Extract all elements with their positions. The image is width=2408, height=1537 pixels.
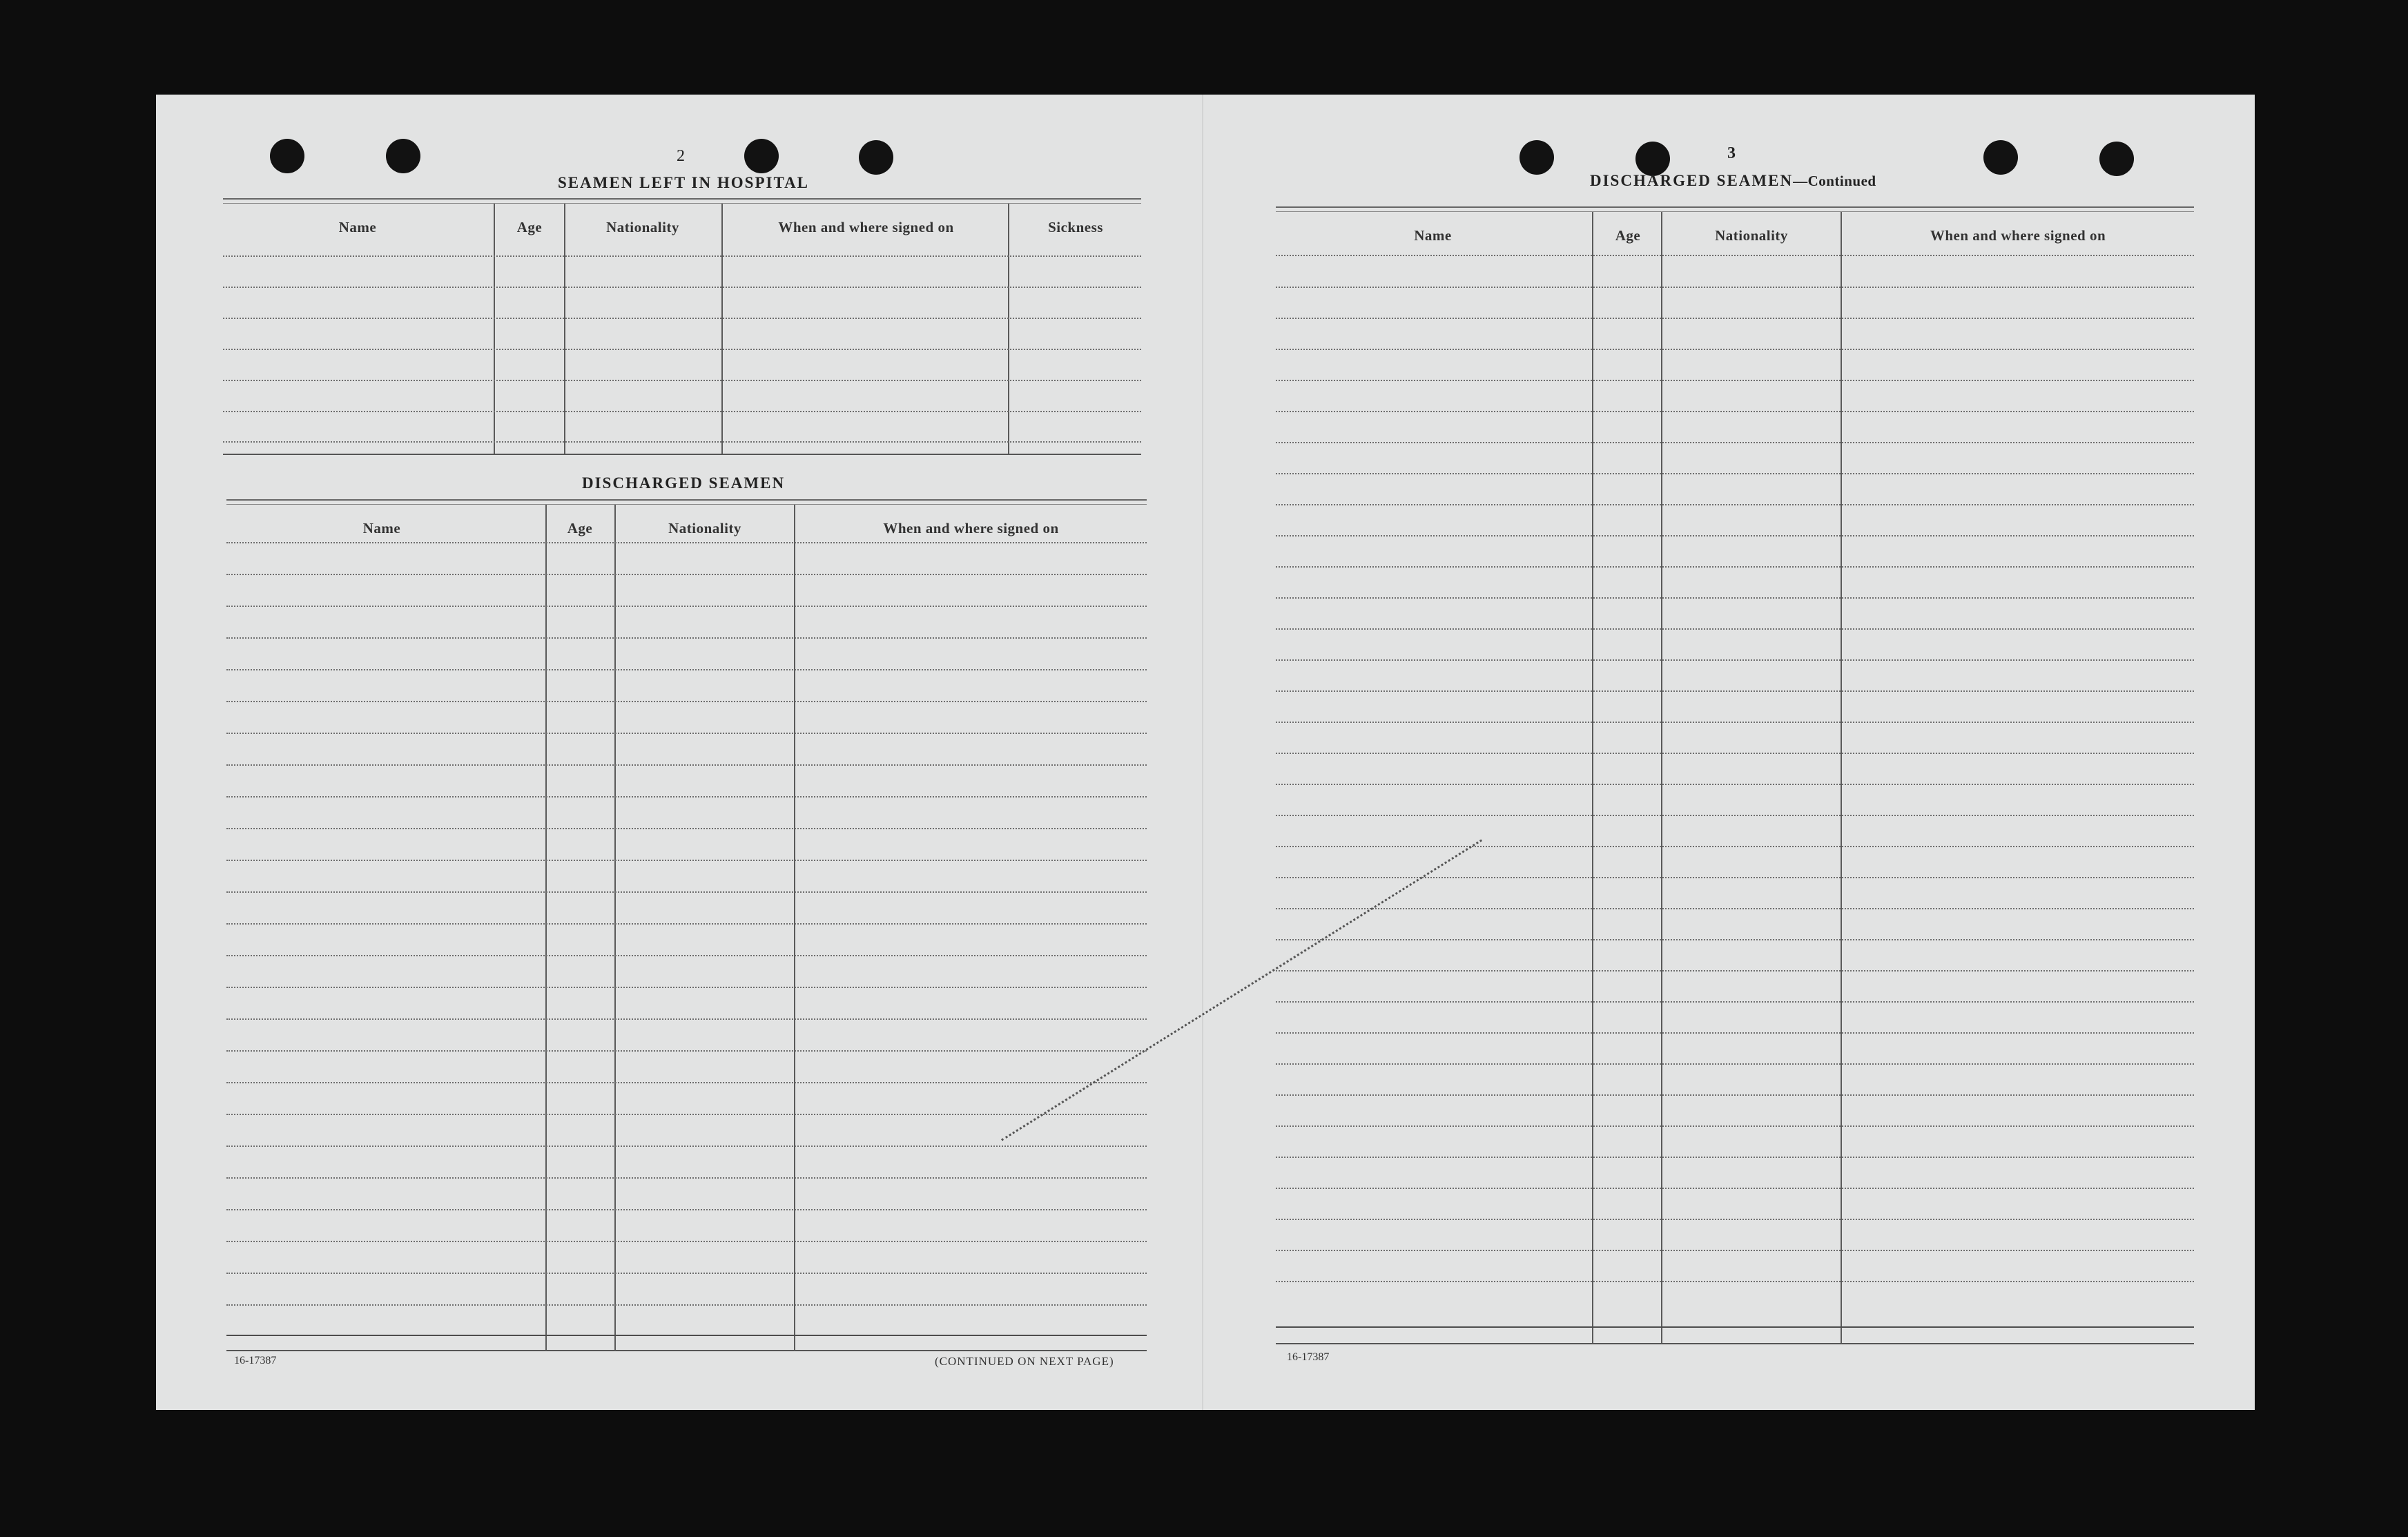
table-row: [226, 860, 1147, 861]
col-header-nationality: Nationality: [668, 520, 741, 536]
table-row: [226, 733, 1147, 734]
punch-hole: [859, 140, 893, 175]
table-row: [223, 380, 1141, 381]
continued-note: (CONTINUED ON NEXT PAGE): [935, 1355, 1114, 1368]
table-row: [1276, 1281, 2194, 1282]
table-row: [226, 606, 1147, 607]
page-number: 3: [1727, 144, 1736, 162]
table-row: [1276, 1001, 2194, 1003]
table-row: [223, 318, 1141, 319]
punch-hole: [270, 139, 304, 173]
table-row: [1276, 442, 2194, 443]
form-number: 16-17387: [234, 1355, 277, 1366]
punch-hole: [1983, 140, 2018, 175]
table-row: [226, 1335, 1147, 1336]
table-row: [223, 255, 1141, 257]
table-row: [1276, 722, 2194, 723]
table-row: [1276, 255, 2194, 256]
col-header-age: Age: [567, 520, 593, 536]
table-row: [1276, 1250, 2194, 1251]
punch-hole: [386, 139, 420, 173]
table-row: [226, 764, 1147, 766]
section-title-text: DISCHARGED SEAMEN: [1590, 172, 1794, 189]
table-row: [226, 1209, 1147, 1210]
table-row: [1276, 815, 2194, 816]
table-row: [226, 1146, 1147, 1147]
table-row: [1276, 659, 2194, 661]
section-title-suffix: —Continued: [1793, 173, 1876, 189]
table-row: [1276, 411, 2194, 412]
table-row: [226, 828, 1147, 829]
col-header-age: Age: [1615, 227, 1641, 244]
table-row: [1276, 535, 2194, 536]
table-row: [223, 441, 1141, 443]
table-row: [226, 637, 1147, 639]
table-row: [1276, 1219, 2194, 1220]
table-row: [226, 1018, 1147, 1020]
table-row: [1276, 908, 2194, 909]
table-row: [223, 411, 1141, 412]
col-header-name: Name: [362, 520, 401, 536]
table-row: [1276, 1125, 2194, 1127]
document-sheet: [156, 95, 2255, 1410]
table-row: [1276, 628, 2194, 630]
page-number: 2: [677, 147, 686, 165]
table-row: [1276, 287, 2194, 288]
col-header-signed-on: When and where signed on: [778, 219, 954, 235]
discharged-continued-title: [1590, 172, 1876, 190]
table-row: [226, 891, 1147, 893]
table-row: [1276, 566, 2194, 568]
table-row: [226, 701, 1147, 702]
table-row: [1276, 1063, 2194, 1065]
col-header-age: Age: [516, 219, 543, 235]
col-header-name: Name: [338, 219, 377, 235]
col-header-name: Name: [1414, 227, 1452, 244]
table-row: [1276, 690, 2194, 692]
table-row: [1276, 1157, 2194, 1158]
table-row: [226, 1050, 1147, 1052]
form-number: 16-17387: [1287, 1351, 1330, 1363]
table-row: [1276, 380, 2194, 381]
table-row: [226, 955, 1147, 956]
col-header-sickness: Sickness: [1048, 219, 1103, 235]
table-row: [1276, 1326, 2194, 1328]
hospital-section-title: SEAMEN LEFT IN HOSPITAL: [558, 174, 810, 191]
table-row: [1276, 939, 2194, 940]
table-row: [226, 987, 1147, 988]
punch-hole: [2099, 142, 2134, 176]
table-row: [1276, 784, 2194, 785]
col-header-signed-on: When and where signed on: [883, 520, 1059, 536]
table-row: [226, 542, 1147, 543]
table-row: [226, 1082, 1147, 1083]
table-row: [1276, 473, 2194, 474]
table-row: [1276, 970, 2194, 972]
table-row: [226, 796, 1147, 798]
table-row: [226, 1273, 1147, 1274]
table-row: [1276, 877, 2194, 878]
punch-hole: [1635, 142, 1670, 176]
table-row: [1276, 597, 2194, 599]
table-row: [226, 1241, 1147, 1242]
table-row: [1276, 1032, 2194, 1034]
col-header-nationality: Nationality: [606, 219, 679, 235]
table-row: [223, 349, 1141, 350]
table-row: [226, 1177, 1147, 1179]
table-row: [226, 574, 1147, 575]
col-header-nationality: Nationality: [1715, 227, 1788, 244]
table-row: [1276, 753, 2194, 754]
table-row: [1276, 504, 2194, 505]
center-fold: [1202, 95, 1203, 1410]
table-row: [223, 287, 1141, 288]
table-row: [1276, 318, 2194, 319]
table-row: [226, 923, 1147, 925]
table-row: [1276, 349, 2194, 350]
table-row: [226, 1304, 1147, 1306]
table-row: [1276, 1094, 2194, 1096]
table-row: [226, 669, 1147, 670]
table-row: [1276, 1188, 2194, 1189]
punch-hole: [744, 139, 779, 173]
col-header-signed-on: When and where signed on: [1930, 227, 2106, 244]
table-row: [226, 1114, 1147, 1115]
punch-hole: [1519, 140, 1554, 175]
discharged-table: [226, 499, 1147, 1355]
table-row: [1276, 846, 2194, 847]
discharged-continued-table: [1276, 206, 2194, 1353]
discharged-section-title: DISCHARGED SEAMEN: [582, 474, 786, 492]
